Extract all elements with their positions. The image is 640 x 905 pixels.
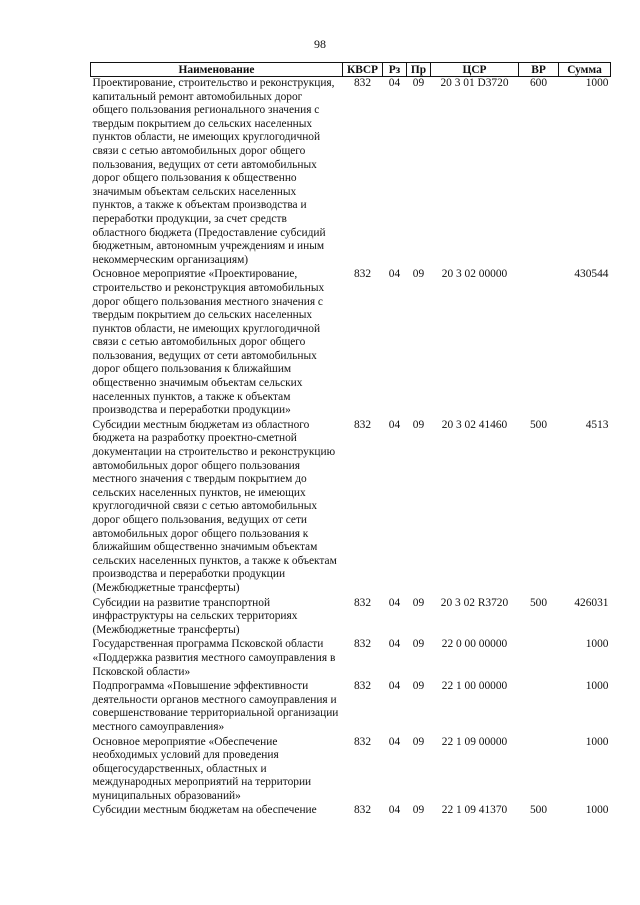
row-kvsr: 832 <box>353 268 372 281</box>
row-csr: 20 3 02 R3720 <box>440 596 509 609</box>
header-sum: Сумма <box>559 63 611 77</box>
row-sum: 4513 <box>585 418 609 431</box>
row-vr <box>519 680 559 735</box>
table-row <box>91 419 611 597</box>
row-kvsr: 832 <box>353 638 372 651</box>
row-name: Проектирование, строительство и реконструкция, капитальный ремонт автомобильных дорог общего пользования регионального значения с твердым покрытием до сельских населенных пунктов области, не имеющих круглогодичной связи с сетью автомобильных дорог общего пользования, ведущих от сети автомобильных дорог общего пользования к общественно значимым объектам сельских населенных пунктов, а также к объектам производства и переработки продукции, за счет средств областного бюджета (Предоставление субсидий бюджетным, автономным учреждениям и иным некоммерческим организациям) <box>92 77 335 266</box>
row-vr <box>519 268 559 419</box>
table-row <box>91 597 611 639</box>
row-pr: 09 <box>412 268 425 281</box>
row-rz: 04 <box>388 680 401 693</box>
row-name: Основное мероприятие «Проектирование, строительство и реконструкция автомобильных дорог общего пользования местного значения с твердым покрытием до сельских населенных пунктов области, не имеющих круглогодичной связи с сетью автомобильных дорог общего пользования, ведущих от сети автомобильных дорог общего пользования к ближайшим общественно значимым объектам сельских населенных пунктов, а также к объектам производства и переработки продукции» <box>92 268 325 417</box>
row-rz: 04 <box>388 638 401 651</box>
table-row <box>91 638 611 680</box>
row-sum: 1000 <box>585 77 609 89</box>
row-vr <box>519 638 559 680</box>
page-number: 98 <box>314 37 326 51</box>
row-rz: 04 <box>388 735 401 748</box>
row-vr: 500 <box>529 418 548 431</box>
row-vr: 600 <box>529 77 548 89</box>
header-name: Наименование <box>91 63 343 77</box>
header-vr: ВР <box>519 63 559 77</box>
row-vr: 500 <box>529 596 548 609</box>
row-vr <box>519 736 559 805</box>
row-pr: 09 <box>412 680 425 693</box>
row-pr: 09 <box>412 596 425 609</box>
table-row <box>91 268 611 419</box>
row-name: Государственная программа Псковской области «Поддержка развития местного самоуправления в Псковской области» <box>92 638 336 678</box>
row-name: Субсидии местным бюджетам на обеспечение <box>92 804 317 817</box>
table-row <box>91 680 611 735</box>
row-rz: 04 <box>388 418 401 431</box>
row-sum: 1000 <box>585 735 609 748</box>
table-header-row <box>91 63 611 77</box>
row-csr: 22 1 09 41370 <box>441 804 508 817</box>
row-csr: 22 1 09 00000 <box>441 735 508 748</box>
header-pr: Пр <box>407 63 431 77</box>
row-kvsr: 832 <box>353 735 372 748</box>
header-kvsr: КВСР <box>343 63 383 77</box>
table-row <box>91 77 611 269</box>
header-csr: ЦСР <box>431 63 519 77</box>
row-sum: 1000 <box>585 804 609 817</box>
row-rz: 04 <box>388 268 401 281</box>
row-rz: 04 <box>388 596 401 609</box>
row-name: Субсидии местным бюджетам из областного бюджета на разработку проектно-сметной документации на строительство и реконструкцию автомобильных дорог общего пользования местного значения с твердым покрытием до сельских населенных пунктов, не имеющих круглогодичной связи с сетью автомобильных дорог общего пользования, ведущих от сети автомобильных дорог общего пользования к ближайшим общественно значимым объектам сельских населенных пунктов, а также к объектам производства и переработки продукции (Межбюджетные трансферты) <box>92 418 337 594</box>
row-pr: 09 <box>412 804 425 817</box>
row-name: Подпрограмма «Повышение эффективности деятельности органов местного самоуправления и совершенствование территориальной организации местного самоуправления» <box>92 680 339 733</box>
row-kvsr: 832 <box>353 77 372 89</box>
row-pr: 09 <box>412 77 425 89</box>
row-name: Основное мероприятие «Обеспечение необходимых условий для проведения общегосударственных, областных и международных мероприятий на территории муниципальных образований» <box>92 735 312 802</box>
row-sum: 1000 <box>585 680 609 693</box>
row-sum: 430544 <box>574 268 609 281</box>
row-rz: 04 <box>388 804 401 817</box>
row-csr: 20 3 02 00000 <box>441 268 508 281</box>
row-pr: 09 <box>412 735 425 748</box>
row-sum: 1000 <box>585 638 609 651</box>
row-kvsr: 832 <box>353 680 372 693</box>
row-kvsr: 832 <box>353 804 372 817</box>
table-row <box>91 736 611 805</box>
row-rz: 04 <box>388 77 401 89</box>
row-kvsr: 832 <box>353 596 372 609</box>
row-pr: 09 <box>412 638 425 651</box>
row-sum: 426031 <box>574 596 609 609</box>
row-kvsr: 832 <box>353 418 372 431</box>
budget-table <box>90 62 611 819</box>
row-pr: 09 <box>412 418 425 431</box>
header-rz: Рз <box>383 63 407 77</box>
row-csr: 22 1 00 00000 <box>441 680 508 693</box>
table-row <box>91 804 611 819</box>
row-vr: 500 <box>529 804 548 817</box>
row-csr: 20 3 02 41460 <box>441 418 508 431</box>
row-csr: 22 0 00 00000 <box>441 638 508 651</box>
row-name: Субсидии на развитие транспортной инфраструктуры на сельских территориях (Межбюджетные трансферты) <box>92 596 298 636</box>
row-csr: 20 3 01 D3720 <box>440 77 509 89</box>
